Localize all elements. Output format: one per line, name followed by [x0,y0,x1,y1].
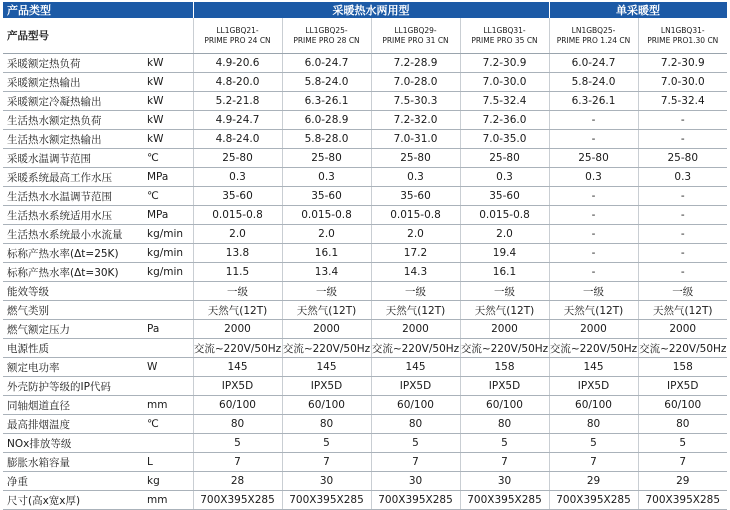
spec-value: 80 [638,415,727,434]
spec-value: - [638,111,727,130]
spec-value: 145 [193,358,282,377]
spec-unit: kg [145,472,193,491]
spec-value: 2.0 [282,225,371,244]
spec-value: 2.0 [193,225,282,244]
spec-value: 5 [193,434,282,453]
spec-value: 5.8-24.0 [549,73,638,92]
header-row-models [3,18,727,54]
spec-label: 膨胀水箱容量 [3,453,145,472]
spec-value: 天然气(12T) [460,301,549,320]
spec-row [3,453,727,472]
spec-value: 7.0-30.0 [460,73,549,92]
spec-value: - [549,263,638,282]
spec-table [3,2,728,510]
spec-row [3,92,727,111]
spec-unit: L [145,453,193,472]
spec-value: 29 [638,472,727,491]
spec-value: 35-60 [193,187,282,206]
spec-row [3,244,727,263]
spec-value: 25-80 [549,149,638,168]
spec-unit: kW [145,54,193,73]
spec-value: 700X395X285 [638,491,727,510]
spec-label: 采暖额定热输出 [3,73,145,92]
spec-value: 700X395X285 [549,491,638,510]
spec-unit: ℃ [145,415,193,434]
spec-value: 60/100 [549,396,638,415]
spec-value: 交流~220V/50Hz [549,339,638,358]
spec-value: 7.0-35.0 [460,130,549,149]
spec-value: 7.2-30.9 [460,54,549,73]
spec-row [3,339,727,358]
spec-label: 标称产热水率(Δt=25K) [3,244,145,263]
model-cell: LN1GBQ25- PRIME PRO 1.24 CN [549,18,638,54]
spec-unit: mm [145,491,193,510]
spec-row [3,301,727,320]
unit-header-blank [145,18,193,54]
spec-value: 0.3 [638,168,727,187]
spec-label: 能效等级 [3,282,145,301]
spec-value: 2000 [638,320,727,339]
spec-value: 2.0 [460,225,549,244]
spec-value: 7 [193,453,282,472]
spec-value: 4.9-24.7 [193,111,282,130]
spec-value: 6.0-28.9 [282,111,371,130]
spec-value: 交流~220V/50Hz [460,339,549,358]
spec-value: - [549,225,638,244]
spec-value: 0.015-0.8 [460,206,549,225]
spec-value: 6.3-26.1 [282,92,371,111]
spec-value: 一级 [638,282,727,301]
spec-label: 净重 [3,472,145,491]
spec-value: 14.3 [371,263,460,282]
spec-value: IPX5D [549,377,638,396]
spec-unit [145,434,193,453]
spec-row [3,130,727,149]
spec-label: 同轴烟道直径 [3,396,145,415]
spec-unit [145,339,193,358]
spec-value: 7.5-32.4 [460,92,549,111]
spec-value: 7.5-30.3 [371,92,460,111]
spec-value: 7.0-31.0 [371,130,460,149]
spec-value: 0.3 [549,168,638,187]
spec-value: 35-60 [460,187,549,206]
spec-value: 一级 [193,282,282,301]
spec-value: 7 [638,453,727,472]
spec-value: 700X395X285 [282,491,371,510]
spec-label: 额定电功率 [3,358,145,377]
spec-row [3,320,727,339]
spec-value: 60/100 [193,396,282,415]
spec-label: 采暖额定冷凝热输出 [3,92,145,111]
spec-value: 2000 [282,320,371,339]
spec-value: 145 [371,358,460,377]
spec-row [3,377,727,396]
spec-value: 29 [549,472,638,491]
spec-value: 25-80 [282,149,371,168]
spec-value: 5 [460,434,549,453]
spec-row [3,263,727,282]
spec-row [3,472,727,491]
spec-value: 5.8-24.0 [282,73,371,92]
spec-label: 外壳防护等级的IP代码 [3,377,145,396]
spec-value: 4.8-20.0 [193,73,282,92]
spec-row [3,396,727,415]
spec-unit: MPa [145,206,193,225]
spec-value: 一级 [460,282,549,301]
spec-row [3,149,727,168]
spec-unit [145,282,193,301]
spec-row [3,187,727,206]
spec-value: 25-80 [193,149,282,168]
spec-value: 0.3 [193,168,282,187]
spec-value: 天然气(12T) [193,301,282,320]
spec-label: 尺寸(高x宽x厚) [3,491,145,510]
spec-value: 5 [282,434,371,453]
spec-unit: MPa [145,168,193,187]
spec-row [3,225,727,244]
spec-value: 700X395X285 [193,491,282,510]
spec-value: 2000 [193,320,282,339]
spec-row [3,282,727,301]
spec-row [3,415,727,434]
spec-unit: kg/min [145,225,193,244]
spec-value: 0.015-0.8 [282,206,371,225]
spec-label: 生活热水系统适用水压 [3,206,145,225]
spec-value: 7.2-30.9 [638,54,727,73]
model-cell: LL1GBQ29- PRIME PRO 31 CN [371,18,460,54]
spec-row [3,434,727,453]
spec-value: 天然气(12T) [549,301,638,320]
spec-value: 13.4 [282,263,371,282]
spec-label: 生活热水额定热负荷 [3,111,145,130]
spec-value: - [549,244,638,263]
spec-label: 最高排烟温度 [3,415,145,434]
group-dual-purpose: 采暖热水两用型 [193,2,549,18]
spec-value: 145 [282,358,371,377]
spec-value: 30 [282,472,371,491]
spec-value: 35-60 [282,187,371,206]
spec-value: 7.5-32.4 [638,92,727,111]
spec-value: 5 [549,434,638,453]
spec-value: 0.3 [282,168,371,187]
spec-value: - [549,111,638,130]
spec-row [3,206,727,225]
spec-value: 4.9-20.6 [193,54,282,73]
spec-row [3,111,727,130]
spec-value: 7 [371,453,460,472]
spec-value: 13.8 [193,244,282,263]
model-cell: LL1GBQ31- PRIME PRO 35 CN [460,18,549,54]
spec-unit: mm [145,396,193,415]
spec-label: 采暖额定热负荷 [3,54,145,73]
spec-value: 25-80 [460,149,549,168]
spec-value: - [638,130,727,149]
spec-value: 11.5 [193,263,282,282]
spec-value: 80 [282,415,371,434]
spec-label: 标称产热水率(Δt=30K) [3,263,145,282]
spec-value: 交流~220V/50Hz [193,339,282,358]
spec-label: NOx排放等级 [3,434,145,453]
spec-value: 交流~220V/50Hz [282,339,371,358]
spec-value: 交流~220V/50Hz [371,339,460,358]
group-heating-only: 单采暖型 [549,2,727,18]
spec-label: 生活热水水温调节范围 [3,187,145,206]
spec-value: 2000 [371,320,460,339]
spec-unit: kg/min [145,263,193,282]
spec-unit [145,377,193,396]
spec-value: 6.0-24.7 [549,54,638,73]
spec-value: 7 [549,453,638,472]
spec-row [3,358,727,377]
spec-label: 生活热水额定热输出 [3,130,145,149]
model-cell: LL1GBQ25- PRIME PRO 28 CN [282,18,371,54]
spec-value: 5.8-28.0 [282,130,371,149]
spec-unit: kW [145,92,193,111]
spec-value: - [638,263,727,282]
spec-value: 交流~220V/50Hz [638,339,727,358]
spec-value: 2000 [460,320,549,339]
spec-value: 19.4 [460,244,549,263]
spec-value: 17.2 [371,244,460,263]
spec-value: 25-80 [638,149,727,168]
spec-value: 0.015-0.8 [193,206,282,225]
spec-row [3,168,727,187]
spec-unit: kW [145,73,193,92]
spec-unit: ℃ [145,149,193,168]
spec-row [3,54,727,73]
spec-value: 5 [371,434,460,453]
spec-value: - [638,206,727,225]
spec-label: 采暖水温调节范围 [3,149,145,168]
spec-value: - [549,130,638,149]
spec-value: 60/100 [282,396,371,415]
spec-value: 0.3 [371,168,460,187]
spec-value: IPX5D [193,377,282,396]
spec-label: 采暖系统最高工作水压 [3,168,145,187]
spec-value: 80 [371,415,460,434]
spec-value: IPX5D [460,377,549,396]
spec-value: 6.0-24.7 [282,54,371,73]
spec-unit: ℃ [145,187,193,206]
spec-label: 生活热水系统最小水流量 [3,225,145,244]
spec-label: 燃气额定压力 [3,320,145,339]
model-cell: LL1GBQ21- PRIME PRO 24 CN [193,18,282,54]
spec-row [3,73,727,92]
spec-value: 35-60 [371,187,460,206]
spec-value: 一级 [282,282,371,301]
spec-value: 158 [638,358,727,377]
spec-unit: kW [145,130,193,149]
spec-value: 5.2-21.8 [193,92,282,111]
spec-value: 60/100 [371,396,460,415]
spec-value: 2000 [549,320,638,339]
spec-unit: kW [145,111,193,130]
category-label: 产品类型 [3,2,193,18]
spec-value: 一级 [371,282,460,301]
spec-row [3,491,727,510]
spec-value: IPX5D [282,377,371,396]
spec-value: 7.2-28.9 [371,54,460,73]
spec-value: 30 [460,472,549,491]
spec-value: 天然气(12T) [371,301,460,320]
spec-value: 16.1 [282,244,371,263]
spec-value: 7 [460,453,549,472]
spec-value: 0.3 [460,168,549,187]
spec-value: 4.8-24.0 [193,130,282,149]
spec-value: - [638,225,727,244]
spec-value: 60/100 [638,396,727,415]
spec-value: 2.0 [371,225,460,244]
model-cell: LN1GBQ31- PRIME PRO1.30 CN [638,18,727,54]
spec-value: - [549,187,638,206]
spec-value: 16.1 [460,263,549,282]
spec-value: - [549,206,638,225]
spec-value: 80 [549,415,638,434]
spec-label: 燃气类别 [3,301,145,320]
spec-unit [145,301,193,320]
spec-value: 7.2-36.0 [460,111,549,130]
spec-value: 天然气(12T) [638,301,727,320]
spec-unit: W [145,358,193,377]
header-row-category [3,2,727,18]
spec-value: 7.2-32.0 [371,111,460,130]
spec-value: 80 [460,415,549,434]
spec-value: 30 [371,472,460,491]
spec-value: 60/100 [460,396,549,415]
spec-value: 25-80 [371,149,460,168]
spec-value: 7.0-30.0 [638,73,727,92]
spec-label: 电源性质 [3,339,145,358]
spec-value: 5 [638,434,727,453]
spec-value: 700X395X285 [371,491,460,510]
spec-value: IPX5D [371,377,460,396]
spec-value: 80 [193,415,282,434]
spec-value: 158 [460,358,549,377]
spec-value: 7.0-28.0 [371,73,460,92]
spec-value: 一级 [549,282,638,301]
spec-value: 0.015-0.8 [371,206,460,225]
spec-value: 28 [193,472,282,491]
spec-value: - [638,244,727,263]
spec-value: - [638,187,727,206]
spec-value: 天然气(12T) [282,301,371,320]
spec-value: 145 [549,358,638,377]
spec-value: 700X395X285 [460,491,549,510]
model-label: 产品型号 [3,18,145,54]
spec-unit: Pa [145,320,193,339]
spec-value: 7 [282,453,371,472]
spec-unit: kg/min [145,244,193,263]
spec-value: 6.3-26.1 [549,92,638,111]
spec-value: IPX5D [638,377,727,396]
